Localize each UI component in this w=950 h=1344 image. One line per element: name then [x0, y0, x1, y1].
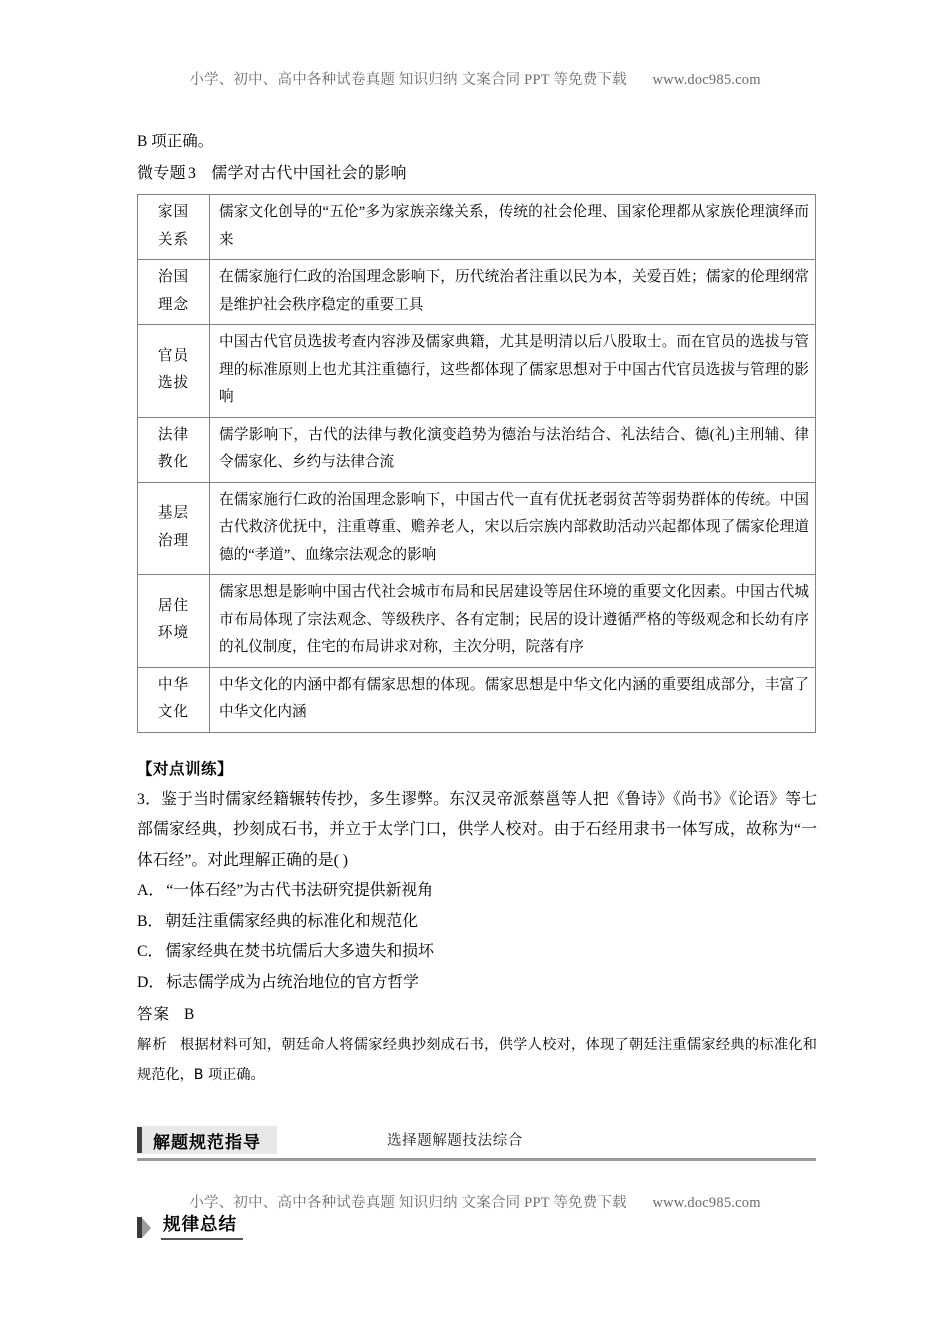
- analysis-row: [137, 1030, 817, 1090]
- answer-value: B: [184, 1006, 195, 1023]
- row-label-line2: 治理: [157, 532, 190, 549]
- row-label-line1: 家国: [157, 204, 190, 220]
- row-description: 儒学影响下，古代的法律与教化演变趋势为德治与法治结合、礼法结合、德(礼)主刑辅、律令儒家化、乡约与法律合流: [210, 417, 816, 482]
- page-content: [137, 128, 817, 1250]
- micro-topic-title: 儒学对古代中国社会的影响: [211, 165, 407, 182]
- watermark-site: www.doc985.com: [652, 72, 761, 88]
- row-label-line2: 关系: [157, 231, 190, 248]
- row-description: 在儒家施行仁政的治国理念影响下，中国古代一直有优抚老弱贫苦等弱势群体的传统。中国古代救济优抚中，注重尊重、赡养老人，宋以后宗族内部救助活动兴起都体现了儒家伦理道德的“孝道”、血缘宗法观念的影响: [210, 482, 816, 575]
- row-label-line2: 选拔: [157, 375, 190, 392]
- row-label-line1: 基层: [157, 505, 190, 522]
- micro-topic-number: 3: [187, 165, 197, 182]
- row-label: [138, 417, 210, 482]
- summary-section: [137, 1210, 817, 1250]
- row-label-line1: 治国: [157, 269, 190, 285]
- table-row: [138, 482, 816, 575]
- watermark-site: www.doc985.com: [652, 1195, 761, 1211]
- option-a[interactable]: [137, 876, 817, 907]
- row-description: 在儒家施行仁政的治国理念影响下，历代统治者注重以民为本，关爱百姓；儒家的伦理纲常是维护社会秩序稳定的重要工具: [210, 260, 816, 325]
- header-watermark: [0, 68, 950, 89]
- row-label: [138, 260, 210, 325]
- answer-row: [137, 1000, 817, 1030]
- row-label: [138, 575, 210, 668]
- footer-watermark: [0, 1191, 950, 1212]
- row-label-line2: 文化: [157, 704, 190, 720]
- option-b-text: 朝廷注重儒家经典的标准化和规范化: [165, 912, 419, 930]
- option-b-letter: B．: [137, 912, 164, 930]
- answer-label: 答案: [137, 1006, 171, 1023]
- row-description: 中华文化的内涵中都有儒家思想的体现。儒家思想是中华文化内涵的重要组成部分，丰富了中华文化内涵: [210, 667, 816, 732]
- drill-heading: 【对点训练】: [137, 759, 234, 778]
- table-row: [138, 575, 816, 668]
- row-label-line2: 环境: [157, 625, 190, 642]
- guide-subtitle: 选择题解题技法综合: [387, 1133, 523, 1149]
- analysis-label: 解析: [137, 1037, 168, 1053]
- row-label: [138, 482, 210, 575]
- row-description: 儒家文化创导的“五伦”多为家族亲缘关系，传统的社会伦理、国家伦理都从家族伦理演绎而来: [210, 195, 816, 260]
- option-c-letter: C．: [137, 943, 164, 960]
- row-description: 儒家思想是影响中国古代社会城市布局和民居建设等居住环境的重要文化因素。中国古代城市布局体现了宗法观念、等级秩序、各有定制；民居的设计遵循严格的等级观念和长幼有序的礼仪制度，住宅的布局讲求对称，主次分明，院落有序: [210, 575, 816, 668]
- row-description: 中国古代官员选拔考查内容涉及儒家典籍，尤其是明清以后八股取士。而在官员的选拔与管理的标准原则上也尤其注重德行，这些都体现了儒家思想对于中国古代官员选拔与管理的影响: [210, 325, 816, 418]
- row-label-line1: 法律: [157, 426, 190, 443]
- table-row: [138, 260, 816, 325]
- option-a-letter: A．: [137, 882, 165, 899]
- option-a-text: “一体石经”为古代书法研究提供新视角: [166, 882, 433, 899]
- row-label: [138, 325, 210, 418]
- option-d[interactable]: [137, 968, 817, 999]
- option-d-text: 标志儒学成为占统治地位的官方哲学: [166, 973, 419, 991]
- watermark-text: 小学、初中、高中各种试卷真题 知识归纳 文案合同 PPT 等免费下载: [189, 1195, 627, 1211]
- influence-table: [137, 194, 816, 733]
- row-label: [138, 667, 210, 732]
- summary-marker-icon: [137, 1217, 151, 1240]
- guide-divider: [137, 1158, 816, 1161]
- guide-section: [137, 1126, 817, 1172]
- option-b[interactable]: [137, 907, 817, 938]
- row-label-line1: 居住: [157, 597, 190, 614]
- table-row: [138, 417, 816, 482]
- guide-bar-icon: [137, 1127, 142, 1153]
- intro-line: B 项正确。: [137, 133, 214, 150]
- row-label: [138, 195, 210, 260]
- option-c[interactable]: [137, 937, 817, 968]
- summary-heading: [137, 1210, 817, 1240]
- question-stem: [137, 785, 817, 877]
- row-label-line1: 官员: [157, 347, 190, 364]
- question-text: 鉴于当时儒家经籍辗转传抄，多生谬弊。东汉灵帝派蔡邕等人把《鲁诗》《尚书》《论语》等七部儒家经典，抄刻成石书，并立于太学门口，供学人校对。由于石经用隶书一体写成，故称为“一体石经”。对此理解正确的是( ): [137, 790, 818, 869]
- analysis-text: 根据材料可知，朝廷命人将儒家经典抄刻成石书，供学人校对，体现了朝廷注重儒家经典的标准化和规范化，B 项正确。: [137, 1037, 817, 1083]
- table-row: [138, 667, 816, 732]
- row-label-line2: 教化: [157, 454, 190, 470]
- triangle-right-icon: [142, 1218, 151, 1238]
- row-label-line2: 理念: [157, 296, 190, 313]
- summary-title: 规律总结: [161, 1213, 243, 1240]
- option-d-letter: D．: [137, 973, 165, 991]
- question-number: 3．: [137, 790, 162, 808]
- watermark-text: 小学、初中、高中各种试卷真题 知识归纳 文案合同 PPT 等免费下载: [189, 72, 627, 88]
- table-row: [138, 325, 816, 418]
- micro-topic-prefix: 微专题: [137, 165, 186, 182]
- guide-heading: [137, 1126, 277, 1154]
- option-c-text: 儒家经典在焚书坑儒后大多遗失和损坏: [165, 943, 434, 960]
- micro-topic-heading: [137, 160, 817, 188]
- row-label-line1: 中华: [157, 676, 190, 693]
- table-row: [138, 195, 816, 260]
- guide-title: 解题规范指导: [153, 1132, 261, 1153]
